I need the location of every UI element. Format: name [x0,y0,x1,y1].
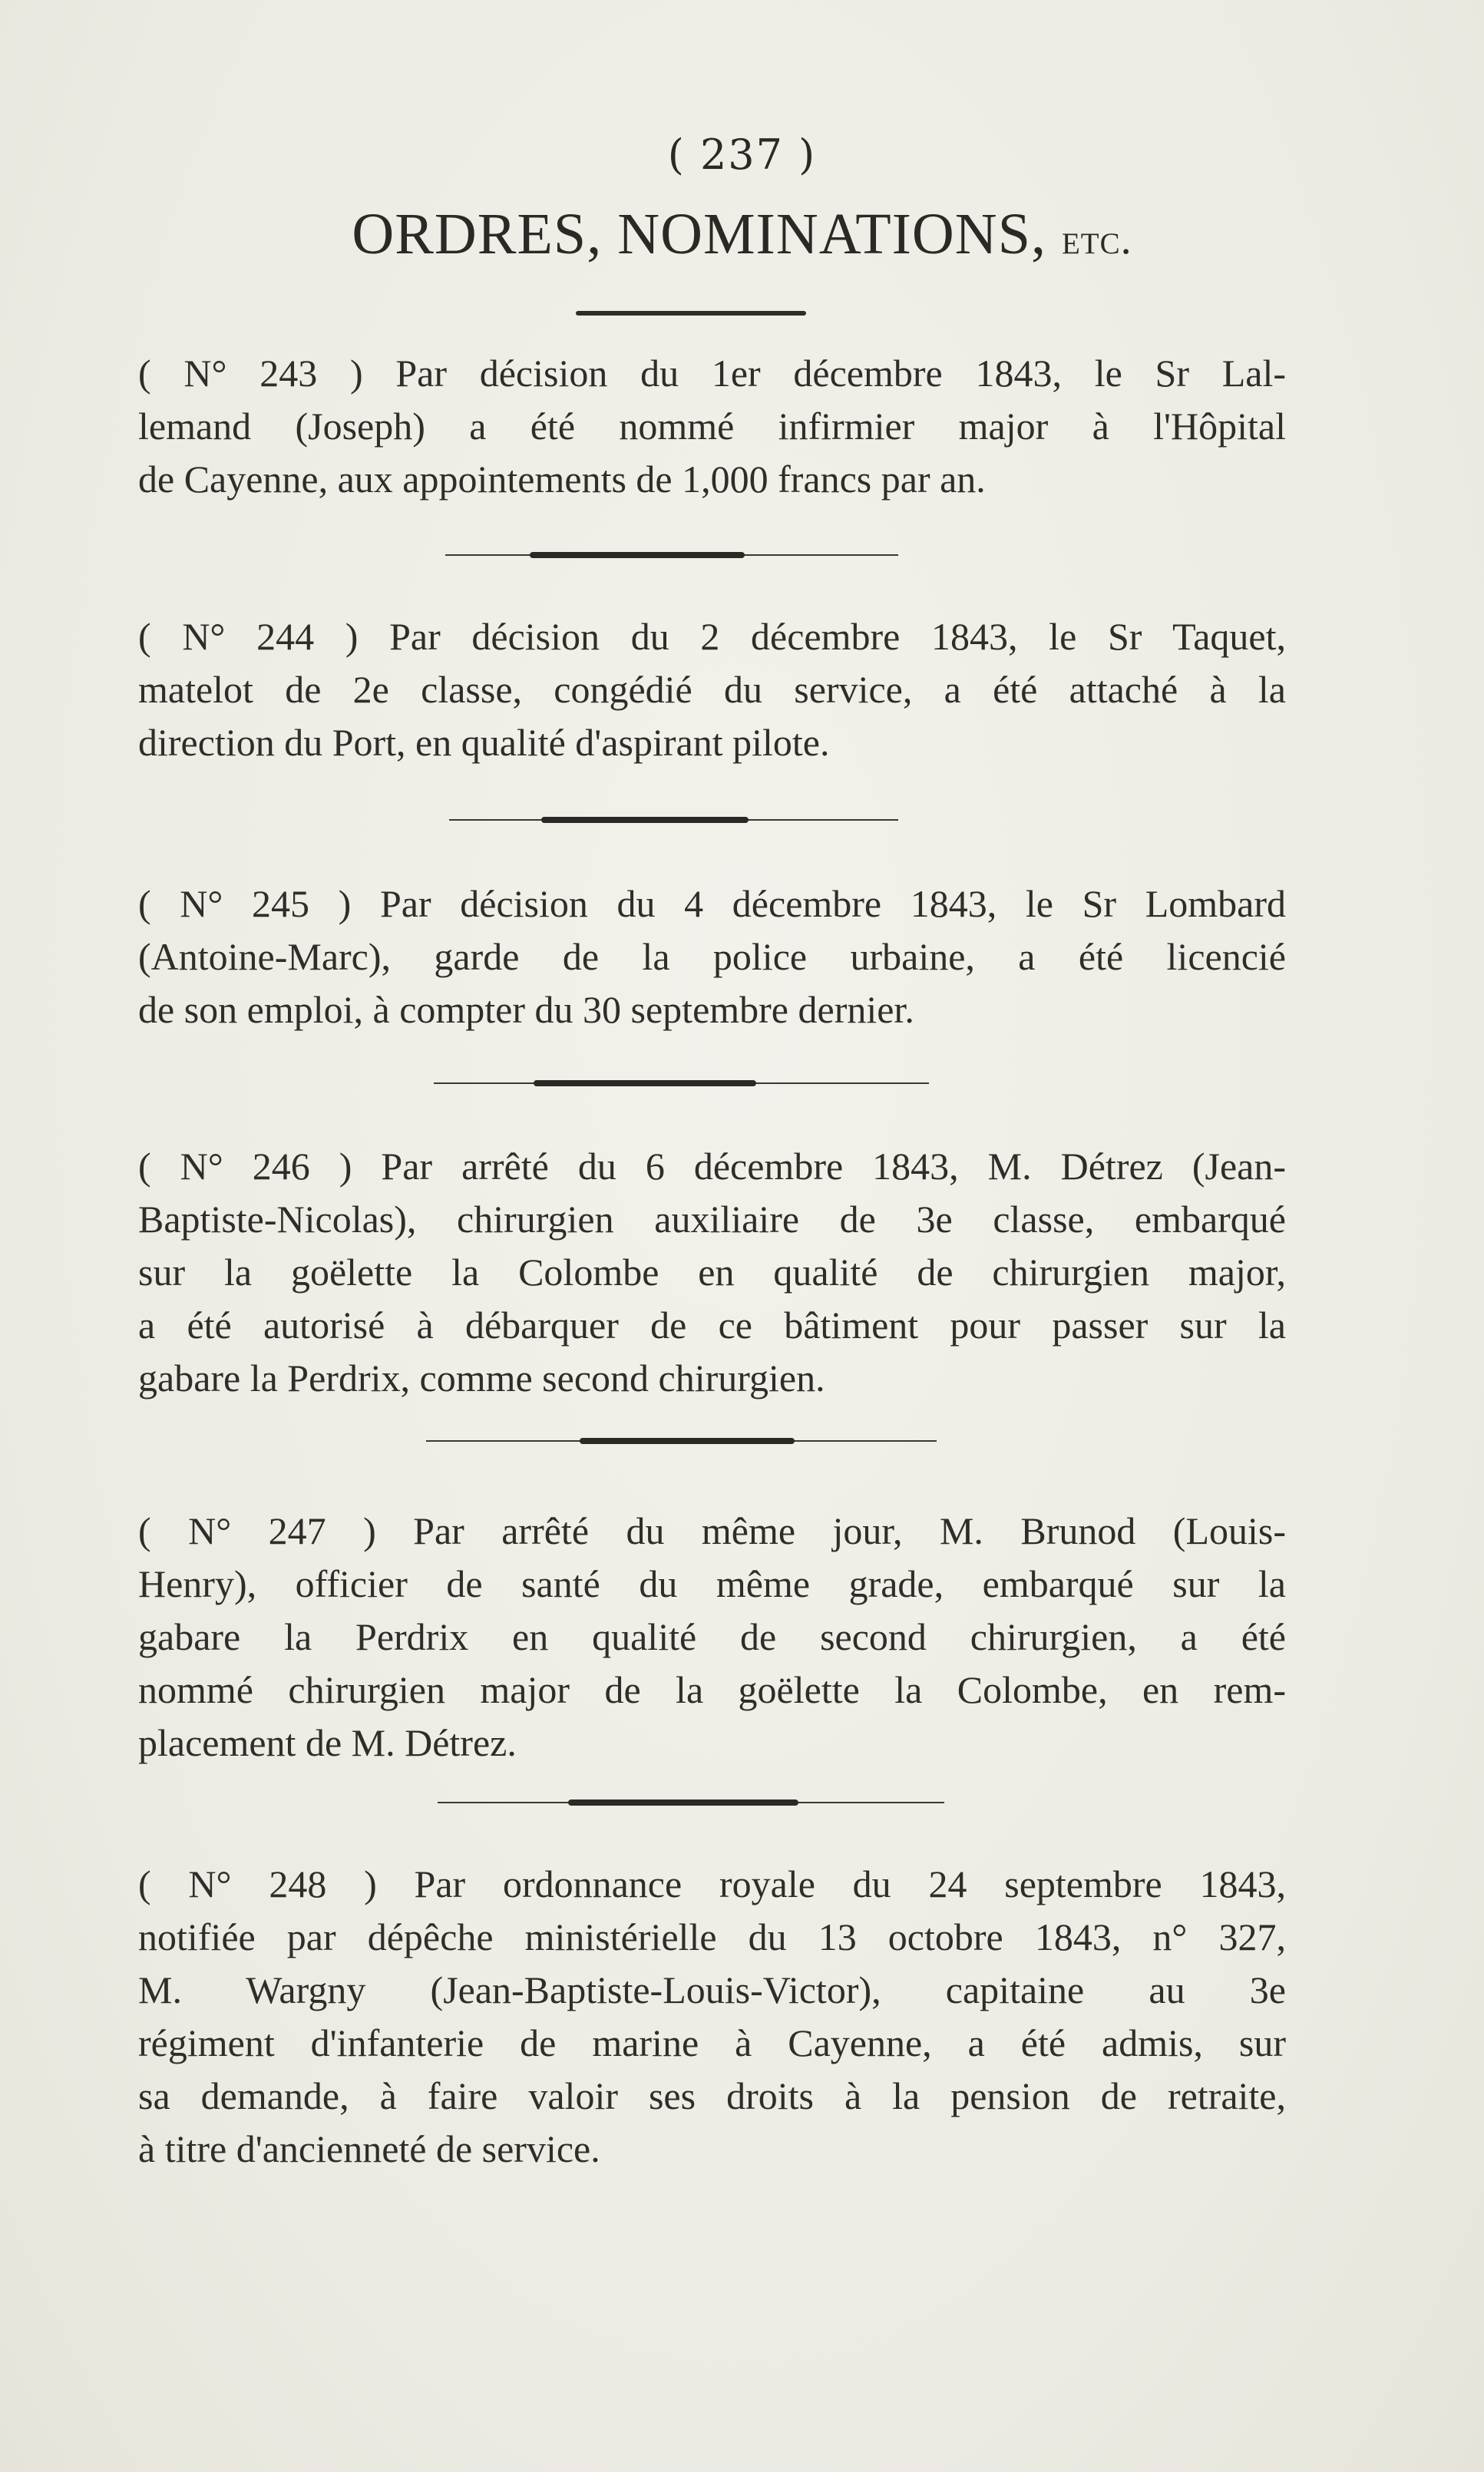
entry-line: régiment d'infanterie de marine à Cayenne, a été admis, sur [138,2021,1286,2064]
heading-etc: etc. [1061,216,1132,263]
entry-line: (Antoine-Marc), garde de la police urbaine, a été licencié [138,935,1286,978]
entry-line: ( N° 248 ) Par ordonnance royale du 24 septembre 1843, [138,1862,1286,1905]
entry-line: ( N° 244 ) Par décision du 2 décembre 1843, le Sr Taquet, [138,615,1286,658]
entry-line: Henry), officier de santé du même grade, embarqué sur la [138,1562,1286,1605]
entry-line: Baptiste-Nicolas), chirurgien auxiliaire de 3e classe, embarqué [138,1198,1286,1241]
entry-245 [138,877,1286,1036]
entry-line: de Cayenne, aux appointements de 1,000 francs par an. [138,458,986,501]
separator-rule [438,1795,944,1810]
entry-line: nommé chirurgien major de la goëlette la Colombe, en rem- [138,1668,1286,1711]
page-number: ( 237 ) [667,131,817,179]
entry-line: gabare la Perdrix, comme second chirurgien. [138,1357,825,1400]
entry-248 [138,1858,1286,2176]
entry-line: sur la goëlette la Colombe en qualité de chirurgien major, [138,1251,1286,1294]
separator-rule [426,1433,937,1449]
separator-rule [449,812,898,828]
entry-line: sa demande, à faire valoir ses droits à la pension de retraite, [138,2074,1286,2117]
entry-247 [138,1505,1286,1770]
entry-244 [138,610,1286,769]
entry-line: à titre d'ancienneté de service. [138,2127,600,2170]
entry-line: a été autorisé à débarquer de ce bâtiment pour passer sur la [138,1304,1286,1347]
entry-line: lemand (Joseph) a été nommé infirmier major à l'Hôpital [138,405,1286,448]
entry-246 [138,1140,1286,1405]
page-heading [0,201,1484,268]
entry-line: de son emploi, à compter du 30 septembre dernier. [138,988,914,1031]
heading-rule [576,311,806,316]
heading-main: ORDRES, NOMINATIONS, [352,202,1046,266]
entry-243 [138,347,1286,506]
entry-line: M. Wargny (Jean-Baptiste-Louis-Victor), capitaine au 3e [138,1968,1286,2011]
entry-line: gabare la Perdrix en qualité de second chirurgien, a été [138,1615,1286,1658]
entry-line: ( N° 243 ) Par décision du 1er décembre 1843, le Sr Lal- [138,352,1286,395]
entry-line: matelot de 2e classe, congédié du service, a été attaché à la [138,668,1286,711]
entry-line: placement de M. Détrez. [138,1721,517,1764]
entry-line: ( N° 246 ) Par arrêté du 6 décembre 1843, M. Détrez (Jean- [138,1145,1286,1188]
entry-line: notifiée par dépêche ministérielle du 13 octobre 1843, n° 327, [138,1915,1286,1958]
entry-line: ( N° 247 ) Par arrêté du même jour, M. Brunod (Louis- [138,1509,1286,1552]
separator-rule [434,1076,929,1091]
separator-rule [445,547,898,563]
entry-line: ( N° 245 ) Par décision du 4 décembre 1843, le Sr Lombard [138,882,1286,925]
entry-line: direction du Port, en qualité d'aspirant pilote. [138,721,830,764]
